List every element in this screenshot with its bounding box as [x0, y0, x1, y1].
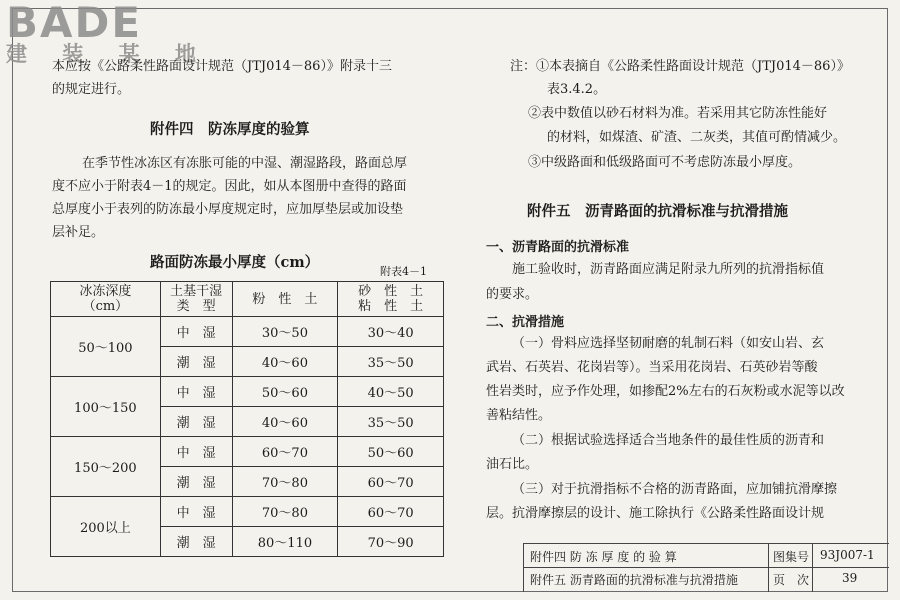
sand-cell: 60～70	[338, 467, 444, 497]
intro-line-1: 本应按《公路柔性路面设计规范（JTJ014－86）》附录十三	[52, 59, 392, 74]
table-row	[51, 497, 444, 527]
table-tag: 附表4－1	[380, 265, 427, 278]
note-line-1: 注：①本表摘自《公路柔性路面设计规范（JTJ014－86）》	[510, 59, 850, 74]
silt-cell: 60～70	[232, 437, 338, 467]
p2-line-1: （一）骨料应选择坚韧耐磨的轧制石料（如安山岩、玄	[512, 336, 825, 351]
subsection-1-title: 一、沥青路面的抗滑标准	[486, 240, 630, 255]
sand-cell: 60～70	[338, 497, 444, 527]
table-header-row	[51, 282, 444, 317]
header-soil-type	[160, 282, 232, 317]
header-silt: 粉 性 土	[232, 282, 338, 317]
intro-line-2: 的规定进行。	[52, 82, 131, 97]
silt-cell: 40～60	[232, 347, 338, 377]
note-line-3: ②表中数值以砂石材料为准。若采用其它防冻性能好	[528, 106, 828, 121]
para-line-4: 层补足。	[52, 225, 105, 240]
header-depth-unit: （cm）	[82, 299, 129, 314]
atlas-value: 93J007-1	[820, 548, 875, 562]
sand-cell: 35～50	[338, 347, 444, 377]
note-line-4: 的材料，如煤渣、矿渣、二灰类，其值可酌情减少。	[547, 130, 847, 145]
sand-cell: 70～90	[338, 527, 444, 557]
p4-line-1: （三）对于抗滑指标不合格的沥青路面，应加铺抗滑摩擦	[512, 482, 838, 497]
header-depth-label: 冰冻深度	[79, 284, 132, 299]
atlas-label: 图集号	[773, 550, 810, 564]
silt-cell: 40～60	[232, 407, 338, 437]
type-cell: 潮 湿	[160, 407, 232, 437]
depth-cell: 50～100	[51, 317, 161, 377]
p3-line-2: 油石比。	[486, 457, 539, 472]
table-row	[51, 437, 444, 467]
p1-line-1: 施工验收时，沥青路面应满足附录九所列的抗滑指标值	[512, 262, 825, 277]
table-row	[51, 317, 444, 347]
header-clay: 粘 性 土	[358, 299, 424, 314]
para-line-1: 在季节性冰冻区有冻胀可能的中湿、潮湿路段，路面总厚	[82, 156, 408, 171]
page-label: 页 次	[773, 573, 810, 587]
sand-cell: 50～60	[338, 437, 444, 467]
section-4-title: 附件四 防冻厚度的验算	[150, 121, 310, 138]
sand-cell: 35～50	[338, 407, 444, 437]
type-cell: 潮 湿	[160, 527, 232, 557]
subsection-2-title: 二、抗滑措施	[486, 315, 565, 330]
depth-cell: 100～150	[51, 377, 161, 437]
page-value: 39	[842, 571, 858, 585]
type-cell: 潮 湿	[160, 347, 232, 377]
p4-line-2: 层。抗滑摩擦层的设计、施工除执行《公路柔性路面设计规	[486, 506, 825, 521]
sand-cell: 30～40	[338, 317, 444, 347]
watermark-cn: 建 装 某 地	[6, 42, 210, 66]
silt-cell: 30～50	[232, 317, 338, 347]
header-sand-clay	[338, 282, 444, 317]
p3-line-1: （二）根据试验选择适合当地条件的最佳性质的沥青和	[512, 433, 825, 448]
note-line-5: ③中级路面和低级路面可不考虑防冻最小厚度。	[528, 155, 802, 170]
table-row	[51, 377, 444, 407]
header-soil-line2: 类 型	[176, 299, 216, 314]
type-cell: 潮 湿	[160, 467, 232, 497]
silt-cell: 70～80	[232, 467, 338, 497]
para-line-2: 度不应小于附表4－1的规定。因此，如从本图册中查得的路面	[52, 179, 407, 194]
type-cell: 中 湿	[160, 377, 232, 407]
p2-line-2: 武岩、石英岩、花岗岩等）。当采用花岗岩、石英砂岩等酸	[486, 360, 818, 375]
p1-line-2: 的要求。	[486, 287, 539, 302]
depth-cell: 200以上	[51, 497, 161, 557]
table-title: 路面防冻最小厚度（cm）	[150, 254, 320, 271]
type-cell: 中 湿	[160, 497, 232, 527]
silt-cell: 70～80	[232, 497, 338, 527]
sand-cell: 40～50	[338, 377, 444, 407]
para-line-3: 总厚度小于表列的防冻最小厚度规定时，应加厚垫层或加设垫	[52, 202, 404, 217]
title-block	[523, 543, 889, 592]
type-cell: 中 湿	[160, 437, 232, 467]
silt-cell: 80～110	[232, 527, 338, 557]
titleblock-line-2: 附件五 沥青路面的抗滑标准与抗滑措施	[530, 573, 738, 587]
header-depth	[51, 282, 161, 317]
depth-cell: 150～200	[51, 437, 161, 497]
titleblock-line-1: 附件四 防 冻 厚 度 的 验 算	[530, 550, 677, 564]
type-cell: 中 湿	[160, 317, 232, 347]
frost-thickness-table	[50, 281, 444, 557]
p2-line-4: 善粘结性。	[486, 408, 552, 423]
note-line-2: 表3.4.2。	[547, 82, 607, 97]
p2-line-3: 性岩类时，应予作处理，如掺配2%左右的石灰粉或水泥等以改	[486, 384, 845, 399]
section-5-title: 附件五 沥青路面的抗滑标准与抗滑措施	[527, 203, 788, 220]
header-soil-line1: 土基干湿	[170, 284, 223, 299]
watermark-brand: BADE	[6, 0, 143, 47]
header-sand: 砂 性 土	[358, 284, 424, 299]
silt-cell: 50～60	[232, 377, 338, 407]
